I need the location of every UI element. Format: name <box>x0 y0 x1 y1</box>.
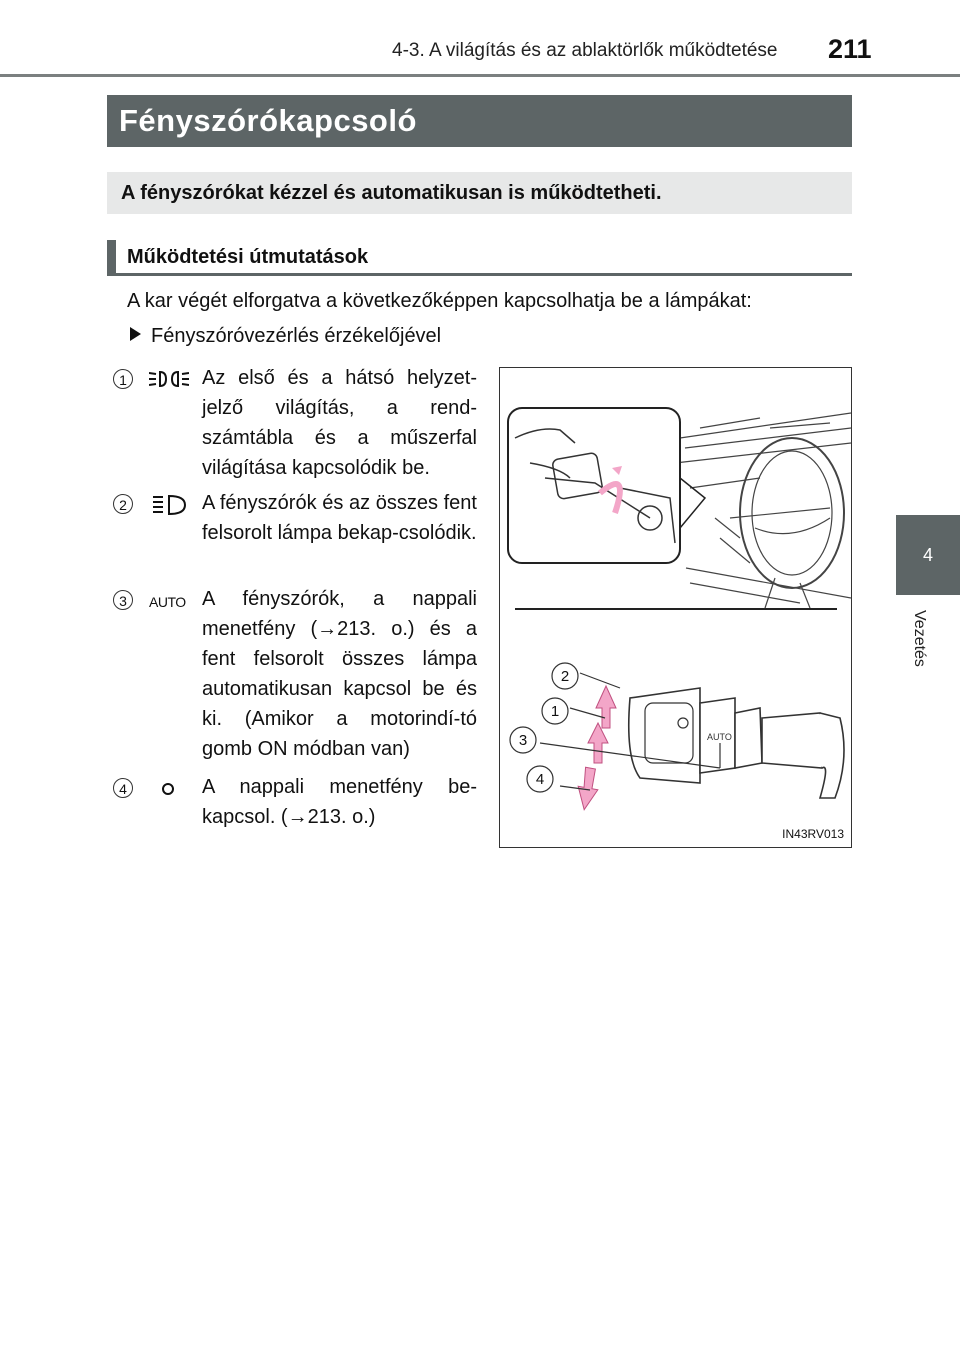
chapter-side-label-wrap <box>906 610 930 690</box>
figure-code: IN43RV013 <box>782 827 844 841</box>
section-heading <box>107 240 852 276</box>
item-text: Az első és a hátsó helyzet-jelző világítás, a rend-számtábla és a műszerfal világítása kapcsolódik be. <box>202 367 477 479</box>
drl-icon <box>161 782 175 801</box>
header-rule <box>0 74 960 77</box>
chapter-tab: 4 <box>896 515 960 595</box>
item-number: 2 <box>113 494 133 514</box>
figure-drawing <box>500 368 851 847</box>
item-text: A fényszórók és az összes fent felsorolt lámpa bekap-csolódik. <box>202 492 477 544</box>
figure-label-4: 4 <box>535 771 545 788</box>
item-text: A fényszórók, a nappali menetfény (→213. o.) és a fent felsorolt összes lámpa automatikusan kapcsol be és ki. (Amikor a motorindí-tó gomb ON módban van) <box>202 588 477 760</box>
figure-auto-label: AUTO <box>707 732 732 742</box>
intro-box: A fényszórókat kézzel és automatikusan is működtetheti. <box>107 172 852 214</box>
section-heading-text: Működtetési útmutatások <box>127 246 369 268</box>
parking-light-icon <box>149 369 189 394</box>
subheading <box>130 325 441 348</box>
section-marker <box>107 240 116 276</box>
lead-paragraph: A kar végét elforgatva a következőképpen kapcsolhatja be a lámpákat: <box>127 290 752 312</box>
item-number: 3 <box>113 590 133 610</box>
item-number: 4 <box>113 778 133 798</box>
figure-label-2: 2 <box>560 668 570 685</box>
figure-label-1: 1 <box>550 703 560 720</box>
auto-icon: AUTO <box>149 594 186 610</box>
item-text: A nappali menetfény be-kapcsol. (→213. o.) <box>202 776 477 828</box>
figure-illustration <box>499 367 852 848</box>
figure-label-3: 3 <box>518 732 528 749</box>
item-number: 1 <box>113 369 133 389</box>
chapter-side-label: Vezetés <box>911 610 928 667</box>
page-number: 211 <box>828 34 872 64</box>
page-title: Fényszórókapcsoló <box>107 95 852 147</box>
headlight-icon <box>149 494 189 523</box>
triangle-bullet-icon <box>130 327 141 341</box>
header-section-title: 4-3. A világítás és az ablaktörlők működtetése <box>392 40 778 61</box>
subheading-text: Fényszóróvezérlés érzékelőjével <box>151 325 442 347</box>
